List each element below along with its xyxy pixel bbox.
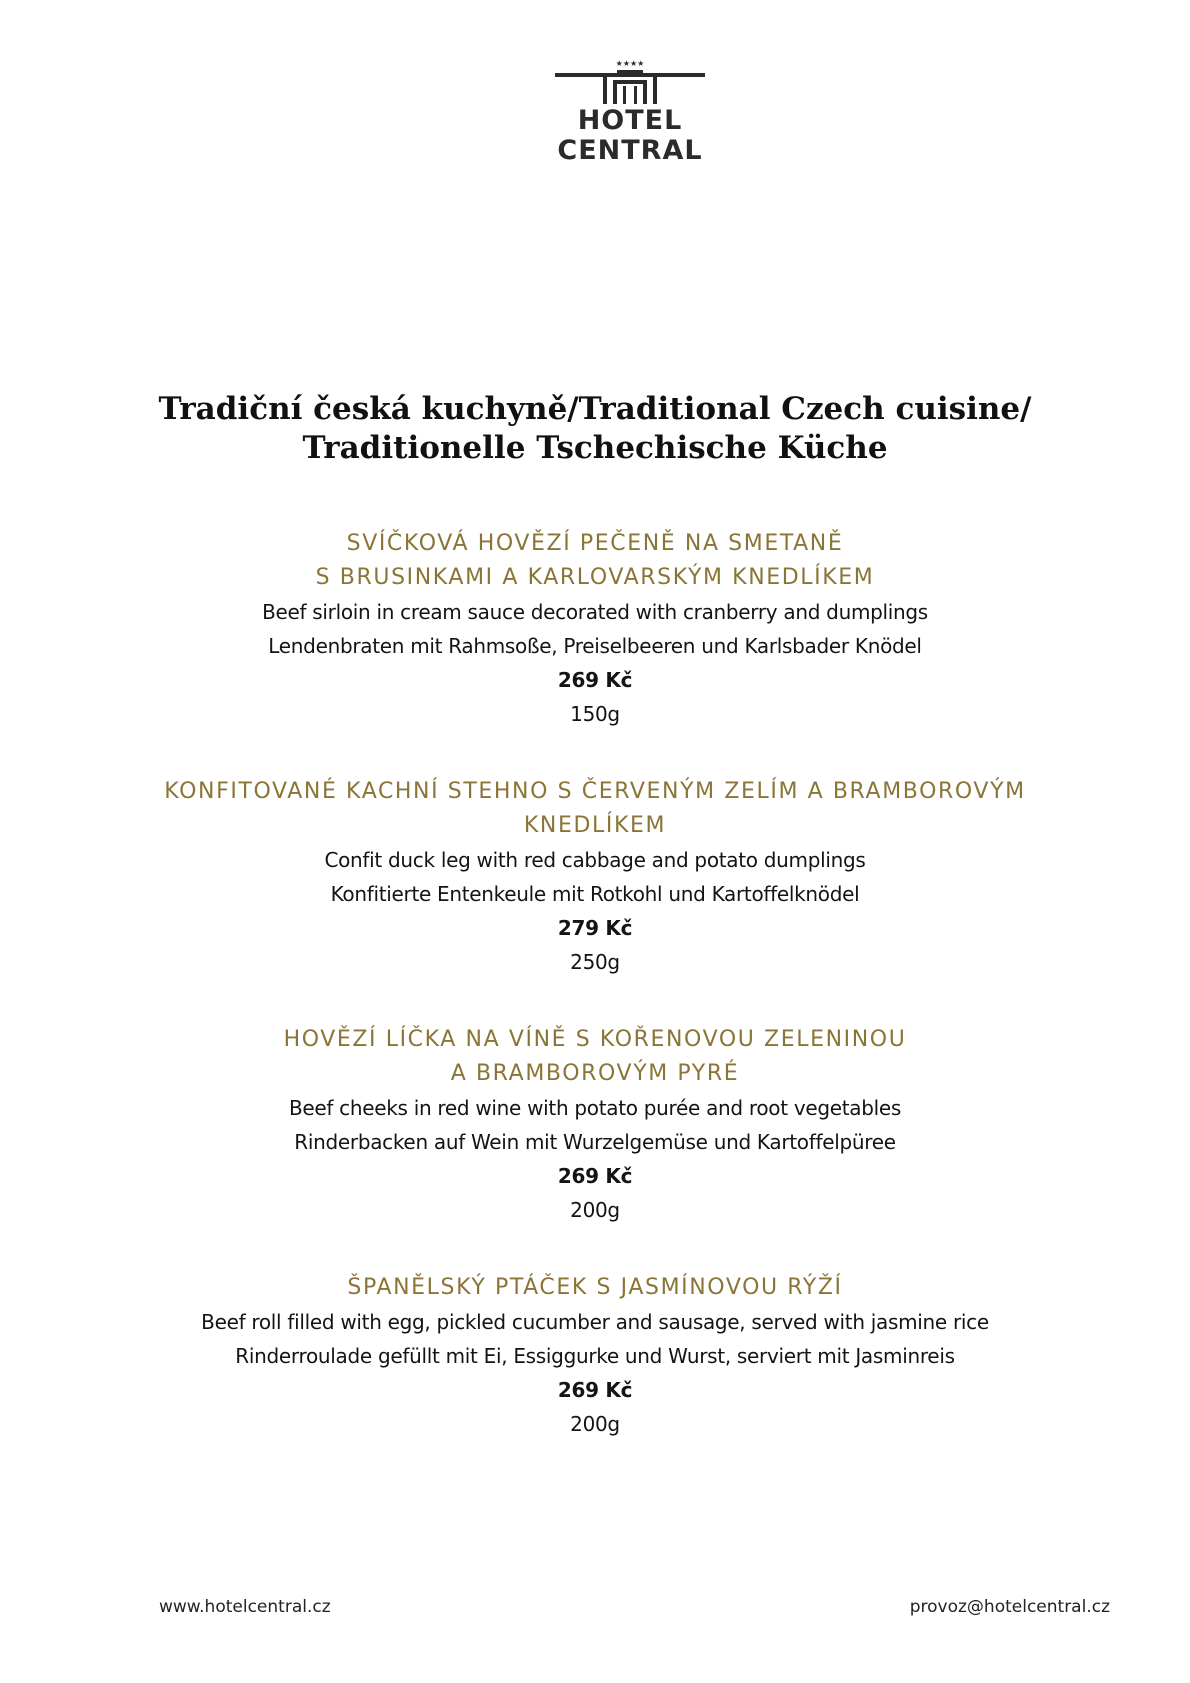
dish-name: ŠPANĚLSKÝ PTÁČEK S JASMÍNOVOU RÝŽÍ: [347, 1275, 843, 1300]
dish-description-de: Rinderbacken auf Wein mit Wurzelgemüse und Kartoffelpüree: [294, 1130, 896, 1154]
dish-name: KNEDLÍKEM: [523, 813, 667, 838]
dish-price: 269 Kč: [557, 1378, 633, 1402]
dish-name: SVÍČKOVÁ HOVĚZÍ PEČENĚ NA SMETANĚ: [346, 531, 844, 556]
dish-description-de: Rinderroulade gefüllt mit Ei, Essiggurke und Wurst, serviert mit Jasminreis: [235, 1344, 955, 1368]
dish-weight: 150g: [570, 702, 620, 726]
menu-item: [0, 1023, 1190, 1227]
logo-emblem-icon: [555, 56, 705, 106]
page-title-line-1: Tradiční česká kuchyně/Traditional Czech cuisine/: [158, 391, 1032, 427]
dish-price: 269 Kč: [557, 668, 633, 692]
dish-name: S BRUSINKAMI A KARLOVARSKÝM KNEDLÍKEM: [315, 565, 875, 590]
footer-website: www.hotelcentral.cz: [159, 1597, 331, 1617]
logo-stars: ★★★★: [615, 59, 645, 68]
dish-description-de: Lendenbraten mit Rahmsoße, Preiselbeeren und Karlsbader Knödel: [268, 634, 922, 658]
dish-name: KONFITOVANÉ KACHNÍ STEHNO S ČERVENÝM ZELÍM A BRAMBOROVÝM: [164, 779, 1026, 804]
page-title-line-2: Traditionelle Tschechische Küche: [302, 430, 888, 466]
logo-text-central: CENTRAL: [557, 135, 703, 166]
footer-email: provoz@hotelcentral.cz: [909, 1597, 1110, 1617]
dish-weight: 250g: [570, 950, 620, 974]
hotel-logo: [555, 56, 705, 166]
dish-description-en: Beef sirloin in cream sauce decorated with cranberry and dumplings: [262, 600, 928, 624]
dish-name: HOVĚZÍ LÍČKA NA VÍNĚ S KOŘENOVOU ZELENINOU: [283, 1027, 907, 1052]
dish-weight: 200g: [570, 1198, 620, 1222]
dish-weight: 200g: [570, 1412, 620, 1436]
logo-text-hotel: HOTEL: [577, 105, 683, 136]
dish-price: 279 Kč: [557, 916, 633, 940]
dish-name: A BRAMBOROVÝM PYRÉ: [450, 1061, 740, 1086]
dish-price: 269 Kč: [557, 1164, 633, 1188]
dish-description-de: Konfitierte Entenkeule mit Rotkohl und Kartoffelknödel: [330, 882, 860, 906]
menu-item: [0, 1271, 1190, 1441]
dish-description-en: Confit duck leg with red cabbage and potato dumplings: [324, 848, 866, 872]
menu-item: [0, 775, 1190, 979]
dish-description-en: Beef cheeks in red wine with potato purée and root vegetables: [288, 1096, 902, 1120]
menu-item: [0, 527, 1190, 731]
dish-description-en: Beef roll filled with egg, pickled cucumber and sausage, served with jasmine rice: [201, 1310, 989, 1334]
